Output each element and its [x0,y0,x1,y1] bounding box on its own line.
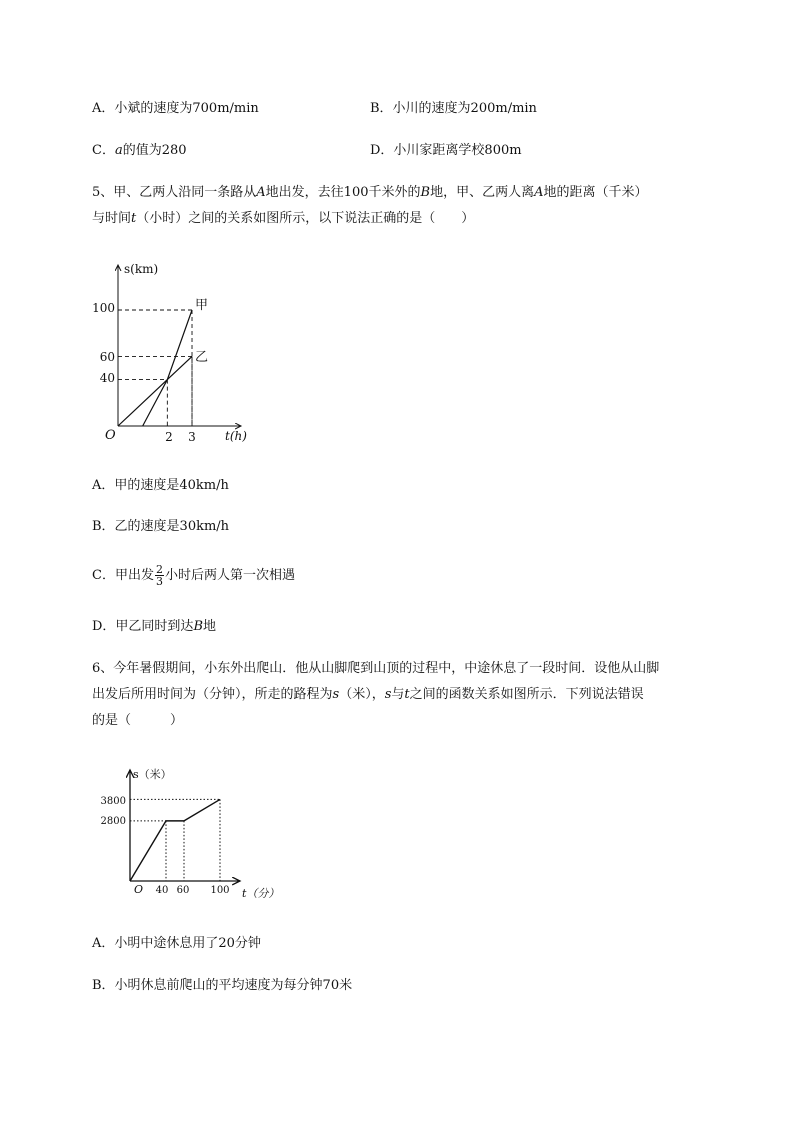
q5-text: 地，甲、乙两人离 [430,185,535,200]
q5-option-a: A．甲的速度是40km/h [92,478,229,493]
q5-y-tick-label: 60 [99,350,115,364]
q5-x-axis-label: t(h) [225,429,247,443]
q5-var-B: B [420,185,431,200]
q6-stem-line1: 6、今年暑假期间，小东外出爬山．他从山脚爬到山顶的过程中，中途休息了一段时间．设他从山脚 [92,661,660,676]
q5-origin-label: O [105,428,116,443]
fraction-numerator: 2 [155,563,163,576]
q6-text: 与 [391,687,405,702]
q5-stem-line1 [92,184,647,202]
q6-x-tick-label: 100 [210,885,230,896]
q5-option-c-text: C．甲出发 [92,568,154,583]
q5-chart [88,255,288,450]
q5-y-tick-label: 100 [92,301,115,315]
q6-origin-label: O [134,883,144,896]
q6-text: 出发后所用时间为（分钟），所走的路程为 [92,687,333,702]
q5-stem-line2 [92,210,474,228]
q5-x-tick-label: 3 [188,430,196,444]
q6-var-s: s [332,687,340,702]
q5-var-B: B [193,619,203,634]
q5-var-t: t [131,211,137,226]
q4-option-a: A．小斌的速度为700m/min [92,101,259,116]
q5-option-d-text: D．甲乙同时到达 [92,619,194,634]
q6-x-axis-label: t（分） [242,887,280,900]
q5-option-b: B．乙的速度是30km/h [92,519,230,534]
q6-text: 之间的函数关系如图所示．下列说法错误 [409,687,644,702]
q5-series-label-jia: 甲 [195,298,209,313]
q6-option-b: B．小明休息前爬山的平均速度为每分钟70米 [92,978,353,993]
q6-stem-line2 [92,686,644,704]
q6-chart [90,760,300,910]
q6-x-tick-label: 40 [155,885,169,896]
q5-text: 地的距离（千米） [543,185,648,200]
q6-text: （米）， [339,687,385,702]
q6-y-axis-label: s（米） [133,768,172,781]
q4-option-c-var: a [114,143,123,158]
q6-x-tick-label: 60 [176,885,190,896]
q5-text: 5、甲、乙两人沿同一条路从 [92,185,257,200]
q4-option-c [92,142,187,160]
q6-series-line [130,799,220,881]
q4-option-c-rest: 的值为280 [122,143,187,158]
q5-y-axis-label: s(km) [124,262,159,276]
q4-option-c-prefix: C． [92,143,115,158]
q4-option-d: D．小川家距离学校800m [370,143,522,158]
q5-series-label-yi: 乙 [195,350,209,365]
q5-option-c-text: 小时后两人第一次相遇 [164,568,295,583]
q5-option-d [92,618,216,636]
q5-var-A: A [256,185,266,200]
q5-option-c [92,560,295,592]
fraction-denominator: 3 [155,575,163,588]
q6-y-tick-label: 3800 [100,796,126,807]
q5-var-A: A [534,185,544,200]
q5-option-d-text: 地 [203,619,217,634]
q5-series-line-yi [118,356,192,426]
q5-option-c-fraction [155,564,164,587]
q6-var-s: s [384,687,392,702]
q5-text: 地出发，去往100千米外的 [265,185,421,200]
q6-y-tick-label: 2800 [100,816,126,827]
q5-text: 与时间 [92,211,132,226]
q5-x-tick-label: 2 [165,430,173,444]
q5-y-tick-label: 40 [99,371,115,385]
q6-option-a: A．小明中途休息用了20分钟 [92,936,261,951]
q6-var-t: t [404,687,410,702]
q5-text: （小时）之间的关系如图所示，以下说法正确的是（ ） [136,211,475,226]
q4-option-b: B．小川的速度为200m/min [370,101,537,116]
q6-stem-line3: 的是（ ） [92,713,184,728]
